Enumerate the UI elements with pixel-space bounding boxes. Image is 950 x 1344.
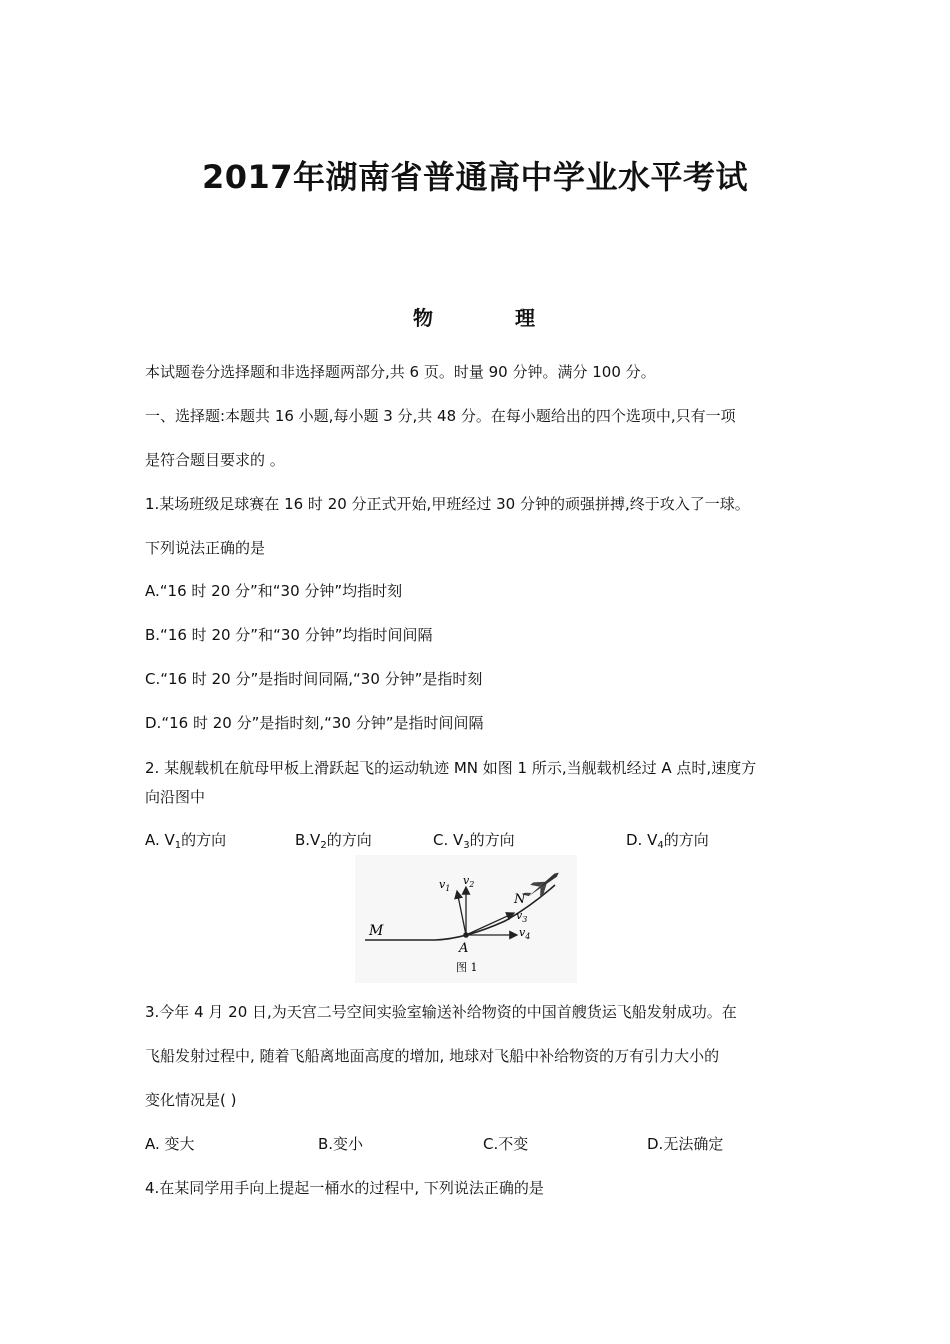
q1-option-a: A.“16 时 20 分”和“30 分钟”均指时刻: [145, 582, 403, 600]
q3-option-a: A. 变大: [145, 1135, 195, 1153]
label-n: N: [514, 892, 526, 907]
q2-option-b: $B.V_2$的方向: [295, 831, 372, 851]
q2-option-c: C. $V_3$的方向: [433, 831, 515, 851]
figure-1-trajectory: [355, 855, 577, 983]
label-v3: v: [516, 909, 523, 922]
q1-option-b: B.“16 时 20 分”和“30 分钟”均指时间间隔: [145, 626, 433, 644]
q3-stem-cont: 飞船发射过程中, 随着飞船离地面高度的增加, 地球对飞船中补给物资的万有引力大小的: [145, 1047, 720, 1065]
q3-stem-cont-2: 变化情况是( ): [145, 1091, 237, 1109]
aircraft-icon: [521, 866, 564, 904]
q1-stem-cont: 下列说法正确的是: [145, 539, 266, 557]
q3-option-c: C.不变: [483, 1135, 529, 1153]
q4-stem: 4.在某同学用手向上提起一桶水的过程中, 下列说法正确的是: [145, 1179, 544, 1197]
q2-stem-cont: 向沿图中: [145, 788, 206, 806]
section1-heading: 一、选择题:本题共 16 小题,每小题 3 分,共 48 分。在每小题给出的四个选项中,只有一项: [145, 407, 736, 425]
svg-text:v1: $v_1$: [439, 878, 451, 893]
label-v4: v: [519, 926, 526, 939]
section1-heading-cont: 是符合题目要求的 。: [145, 451, 285, 469]
label-a: A: [459, 941, 469, 956]
q3-option-d: D.无法确定: [647, 1135, 724, 1153]
exam-intro: 本试题卷分选择题和非选择题两部分,共 6 页。时量 90 分钟。满分 100 分。: [145, 363, 656, 381]
label-m: M: [369, 923, 384, 939]
subject-char-2: 理: [515, 306, 535, 330]
q1-option-c: C.“16 时 20 分”是指时间同隔,“30 分钟”是指时刻: [145, 670, 483, 688]
q2-option-a: A. $V_1$的方向: [145, 831, 227, 851]
v3-arrow: [466, 913, 514, 935]
q2-option-d: D. $V_4$的方向: [626, 831, 709, 851]
page-title: 2017年湖南省普通高中学业水平考试: [201, 158, 749, 196]
q3-stem: 3.今年 4 月 20 日,为天宫二号空间实验室输送补给物资的中国首艘货运飞船发射成功。在: [145, 1003, 737, 1021]
q2-stem: 2. 某舰载机在航母甲板上滑跃起飞的运动轨迹 MN 如图 1 所示,当舰载机经过 A 点时,速度方: [145, 759, 757, 777]
q1-option-d: D.“16 时 20 分”是指时刻,“30 分钟”是指时间间隔: [145, 714, 484, 732]
svg-text:v4: $v_4$: [519, 926, 531, 941]
q1-stem: 1.某场班级足球赛在 16 时 20 分正式开始,甲班经过 30 分钟的顽强拼搏,终于攻入了一球。: [145, 495, 750, 513]
svg-text:v3: $v_3$: [516, 909, 528, 924]
q3-option-b: B.变小: [318, 1135, 364, 1153]
label-v2: v: [463, 874, 470, 887]
svg-text:v2: $v_2$: [463, 874, 475, 889]
v1-arrow: [457, 891, 466, 935]
subject-char-1: 物: [413, 306, 433, 330]
label-v1: v: [439, 878, 446, 891]
figure-caption: 图 1: [456, 961, 478, 974]
